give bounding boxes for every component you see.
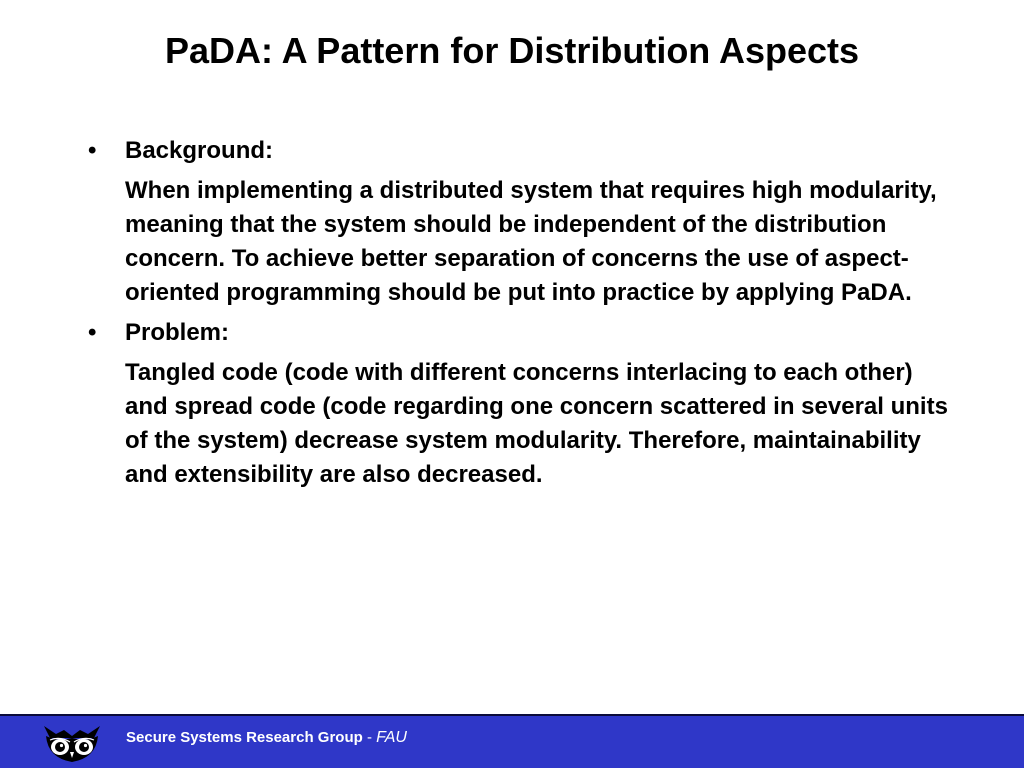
footer-bar — [0, 714, 1024, 768]
slide-title: PaDA: A Pattern for Distribution Aspects — [164, 30, 860, 71]
footer-separator: - — [362, 729, 377, 746]
slide-content — [88, 134, 948, 498]
owl-icon — [40, 722, 104, 764]
footer-group-name: Secure Systems Research Group — [126, 729, 363, 746]
bullet-item-problem — [88, 316, 948, 350]
section-body-background: When implementing a distributed system that requires high modularity, meaning that the system should be independent of the distribution concern. To achieve better separation of concerns the use of aspect-oriented programming should be put into practice by applying PaDA. — [125, 177, 937, 306]
bullet-marker: • — [88, 319, 97, 346]
bullet-item-background — [88, 134, 948, 168]
section-body-problem: Tangled code (code with different concerns interlacing to each other) and spread code (code regarding one concern scattered in several units of the system) decrease system modularity. Therefore, maintainability and extensibility are also decreased. — [125, 359, 948, 488]
footer-text — [126, 728, 407, 748]
section-heading-problem: Problem: — [125, 319, 230, 346]
bullet-marker: • — [88, 137, 97, 164]
section-heading-background: Background: — [125, 137, 274, 164]
footer-affiliation: FAU — [376, 729, 407, 746]
